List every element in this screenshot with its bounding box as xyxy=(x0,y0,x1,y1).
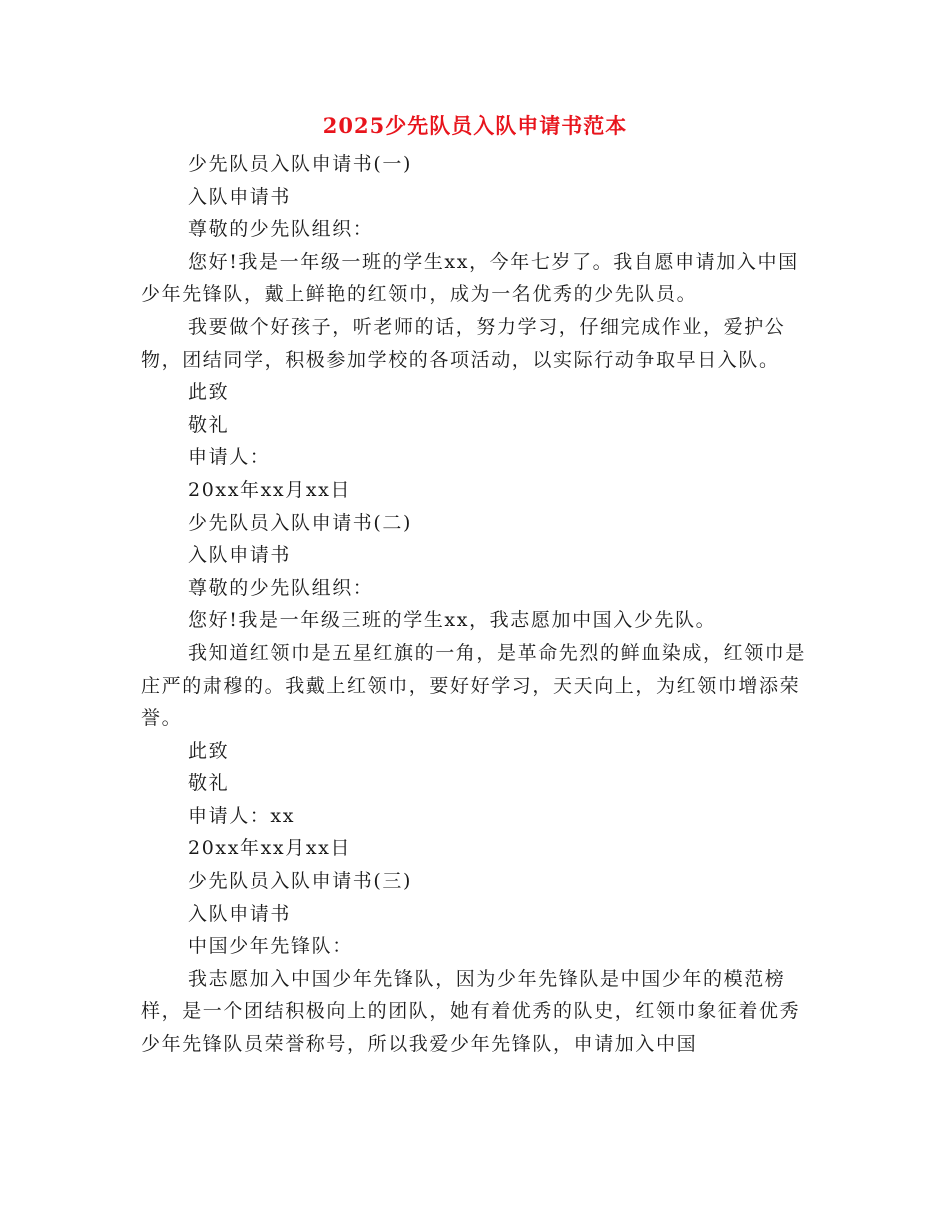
applicant-line: 申请人： xyxy=(188,446,271,469)
document-body xyxy=(141,148,809,1061)
letter-title: 入队申请书 xyxy=(188,185,292,208)
salutation: 中国少年先锋队： xyxy=(188,935,353,958)
closing: 敬礼 xyxy=(188,413,230,436)
closing: 敬礼 xyxy=(188,772,230,795)
section-heading: 少先队员入队申请书(二) xyxy=(188,511,413,534)
date-line: 20xx年xx月xx日 xyxy=(188,837,352,860)
closing: 此致 xyxy=(188,739,230,762)
closing: 此致 xyxy=(188,381,230,404)
body-paragraph: 我知道红领巾是五星红旗的一角，是革命先烈的鲜血染成，红领巾是庄严的肃穆的。我戴上红领巾，要好好学习，天天向上，为红领巾增添荣誉。 xyxy=(141,641,807,730)
salutation: 尊敬的少先队组织： xyxy=(188,576,374,599)
section-heading: 少先队员入队申请书(三) xyxy=(188,870,413,893)
body-paragraph: 我志愿加入中国少年先锋队，因为少年先锋队是中国少年的模范榜样，是一个团结积极向上的团队，她有着优秀的队史，红领巾象征着优秀少年先锋队员荣誉称号，所以我爱少年先锋队，申请加入中国 xyxy=(141,967,801,1056)
applicant-line: 申请人：xx xyxy=(188,804,296,827)
section-heading: 少先队员入队申请书(一) xyxy=(188,153,413,175)
date-line: 20xx年xx月xx日 xyxy=(188,478,352,501)
letter-title: 入队申请书 xyxy=(188,544,292,567)
body-paragraph: 我要做个好孩子，听老师的话，努力学习，仔细完成作业，爱护公物，团结同学，积极参加学校的各项活动，以实际行动争取早日入队。 xyxy=(141,315,786,371)
letter-title: 入队申请书 xyxy=(188,902,292,925)
salutation: 尊敬的少先队组织： xyxy=(188,218,374,241)
document-title: 2025少先队员入队申请书范本 xyxy=(322,113,628,138)
body-paragraph: 您好!我是一年级三班的学生xx，我志愿加中国入少先队。 xyxy=(188,609,717,632)
body-paragraph: 您好!我是一年级一班的学生xx，今年七岁了。我自愿申请加入中国少年先锋队，戴上鲜艳的红领巾，成为一名优秀的少先队员。 xyxy=(141,250,799,306)
